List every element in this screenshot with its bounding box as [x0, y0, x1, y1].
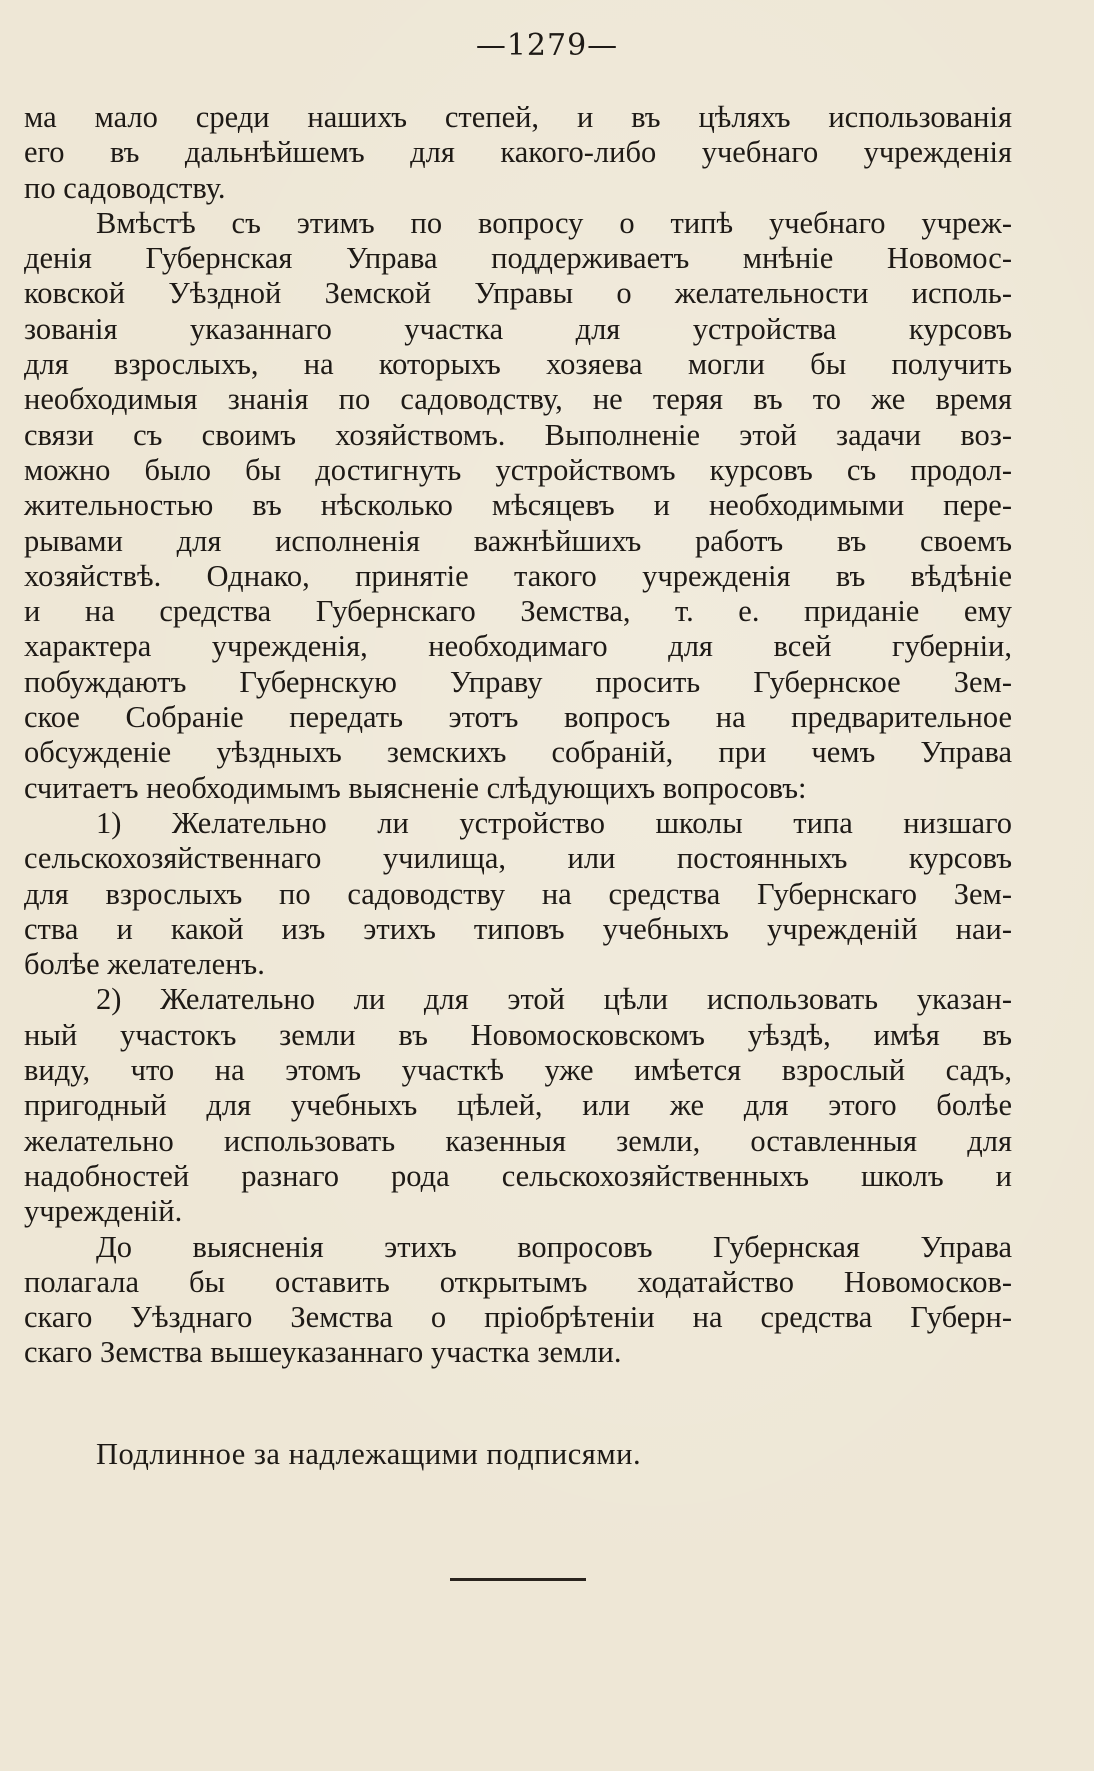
- text-line: обсужденіе уѣздныхъ земскихъ собраній, при чемъ Управа: [24, 735, 1012, 770]
- text-line: скаго Земства вышеуказаннаго участка земли.: [24, 1335, 622, 1370]
- text-line: полагала бы оставить открытымъ ходатайство Новомосков-: [24, 1264, 1012, 1299]
- text-line: жительностью въ нѣсколько мѣсяцевъ и необходимыми пере-: [24, 488, 1012, 523]
- text-line: виду, что на этомъ участкѣ уже имѣется взрослый садъ,: [24, 1053, 1012, 1088]
- text-line: До выясненія этихъ вопросовъ Губернская Управа: [96, 1229, 1012, 1264]
- horizontal-rule: [450, 1578, 586, 1581]
- text-line: ный участокъ земли въ Новомосковскомъ уѣздѣ, имѣя въ: [24, 1017, 1012, 1052]
- text-line: ства и какой изъ этихъ типовъ учебныхъ учрежденій наи-: [24, 911, 1012, 946]
- text-line: можно было бы достигнуть устройствомъ курсовъ съ продол-: [24, 452, 1012, 487]
- document-body: [24, 100, 1012, 1371]
- text-line: для взрослыхъ, на которыхъ хозяева могли бы получить: [24, 347, 1012, 382]
- text-line: пригодный для учебныхъ цѣлей, или же для этого болѣе: [24, 1088, 1012, 1123]
- text-line: ковской Уѣздной Земской Управы о желательности исполь-: [24, 276, 1012, 311]
- text-line: необходимыя знанія по садоводству, не теряя въ то же время: [24, 382, 1012, 417]
- text-line: учрежденій.: [24, 1194, 183, 1229]
- text-line: для взрослыхъ по садоводству на средства Губернскаго Зем-: [24, 876, 1012, 911]
- text-line: хозяйствѣ. Однако, принятіе такого учрежденія въ вѣдѣніе: [24, 558, 1012, 593]
- text-line: болѣе желателенъ.: [24, 947, 265, 982]
- text-line: и на средства Губернскаго Земства, т. е. приданіе ему: [24, 594, 1012, 629]
- signature-note: Подлинное за надлежащими подписями.: [96, 1437, 642, 1471]
- text-line: сельскохозяйственнаго училища, или постоянныхъ курсовъ: [24, 841, 1012, 876]
- text-line: считаетъ необходимымъ выясненіе слѣдующихъ вопросовъ:: [24, 770, 807, 805]
- text-line: Вмѣстѣ съ этимъ по вопросу о типѣ учебнаго учреж-: [96, 205, 1012, 240]
- text-line: его въ дальнѣйшемъ для какого-либо учебнаго учрежденія: [24, 135, 1012, 170]
- text-line: надобностей разнаго рода сельскохозяйственныхъ школъ и: [24, 1158, 1012, 1193]
- text-line: 2) Желательно ли для этой цѣли использовать указан-: [96, 982, 1012, 1017]
- text-line: по садоводству.: [24, 170, 226, 205]
- text-line: побуждаютъ Губернскую Управу просить Губернское Зем-: [24, 664, 1012, 699]
- page-number: —1279—: [475, 28, 619, 63]
- text-line: связи съ своимъ хозяйствомъ. Выполненіе этой задачи воз-: [24, 417, 1012, 452]
- text-line: ское Собраніе передать этотъ вопросъ на предварительное: [24, 700, 1012, 735]
- text-line: денія Губернская Управа поддерживаетъ мнѣніе Новомос-: [24, 241, 1012, 276]
- text-line: ма мало среди нашихъ степей, и въ цѣляхъ использованія: [24, 100, 1012, 134]
- text-line: рывами для исполненія важнѣйшихъ работъ въ своемъ: [24, 523, 1012, 558]
- text-line: скаго Уѣзднаго Земства о пріобрѣтеніи на средства Губерн-: [24, 1300, 1012, 1335]
- text-line: желательно использовать казенныя земли, оставленныя для: [24, 1123, 1012, 1158]
- text-line: характера учрежденія, необходимаго для всей губерніи,: [24, 629, 1012, 664]
- text-line: зованія указаннаго участка для устройства курсовъ: [24, 311, 1012, 346]
- text-line: 1) Желательно ли устройство школы типа низшаго: [96, 805, 1012, 840]
